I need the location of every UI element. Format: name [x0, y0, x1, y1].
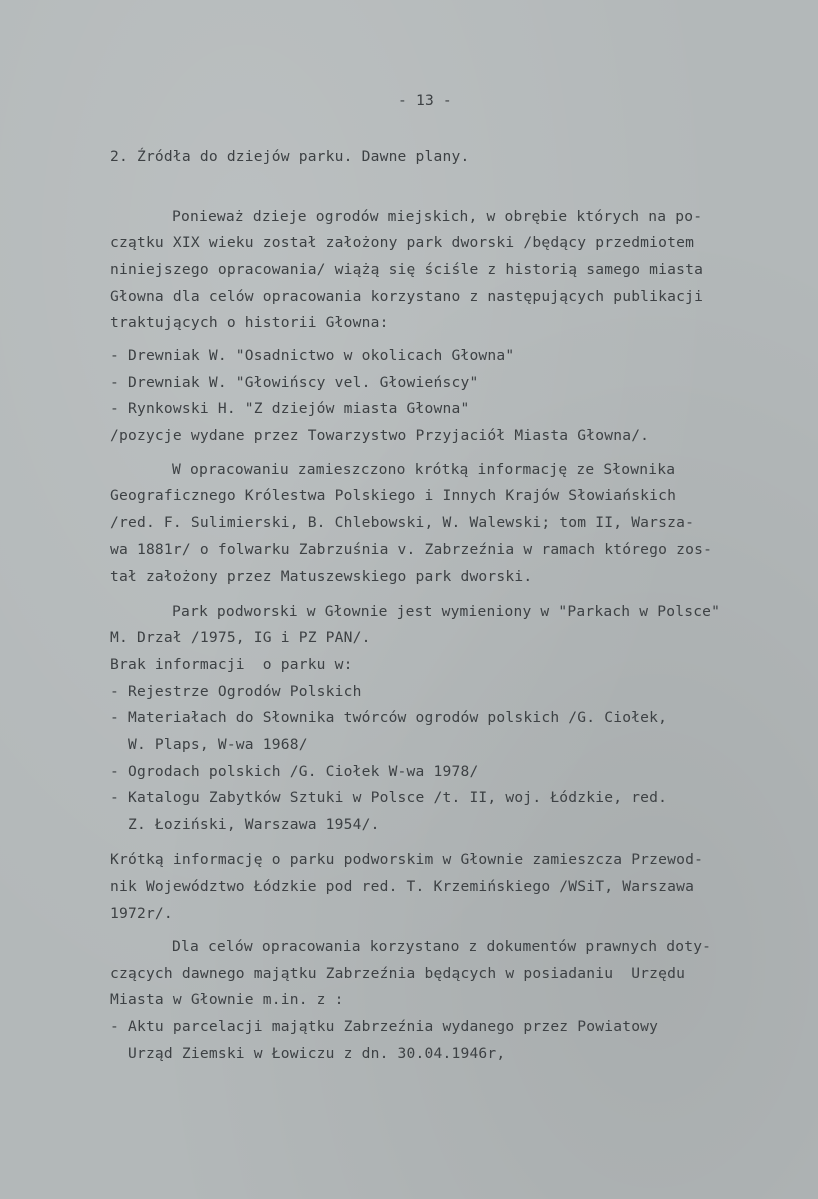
text-line: traktujących o historii Głowna:: [110, 314, 389, 331]
text-line: czątku XIX wieku został założony park dworski /będący przedmiotem: [110, 234, 695, 251]
text-line: - Rynkowski H. "Z dziejów miasta Głowna": [110, 400, 470, 417]
text-line: M. Drzał /1975, IG i PZ PAN/.: [110, 629, 371, 646]
text-line: Park podworski w Głownie jest wymieniony w "Parkach w Polsce": [172, 603, 721, 620]
text-line: czących dawnego majątku Zabrzeźnia będących w posiadaniu Urzędu: [110, 965, 686, 982]
text-line: Krótką informację o parku podworskim w Głownie zamieszcza Przewod-: [110, 851, 704, 868]
text-line: - Ogrodach polskich /G. Ciołek W-wa 1978/: [110, 763, 479, 780]
text-line: nik Województwo Łódzkie pod red. T. Krzemińskiego /WSiT, Warszawa: [110, 878, 695, 895]
text-line: Ponieważ dzieje ogrodów miejskich, w obrębie których na po-: [172, 208, 703, 225]
text-line: /red. F. Sulimierski, B. Chlebowski, W. Walewski; tom II, Warsza-: [110, 514, 695, 531]
text-line: niniejszego opracowania/ wiążą się ściśle z historią samego miasta: [110, 261, 704, 278]
text-line: Z. Łoziński, Warszawa 1954/.: [110, 816, 380, 833]
text-line: W. Plaps, W-wa 1968/: [110, 736, 308, 753]
text-line: wa 1881r/ o folwarku Zabrzuśnia v. Zabrzeźnia w ramach którego zos-: [110, 541, 713, 558]
text-line: - Rejestrze Ogrodów Polskich: [110, 683, 362, 700]
text-line: Głowna dla celów opracowania korzystano z następujących publikacji: [110, 288, 704, 305]
text-line: - Drewniak W. "Osadnictwo w okolicach Głowna": [110, 347, 515, 364]
text-line: Miasta w Głownie m.in. z :: [110, 991, 344, 1008]
text-line: W opracowaniu zamieszczono krótką informację ze Słownika: [172, 461, 676, 478]
section-heading: 2. Źródła do dziejów parku. Dawne plany.: [110, 148, 470, 165]
text-line: Dla celów opracowania korzystano z dokumentów prawnych doty-: [172, 938, 712, 955]
text-line: - Katalogu Zabytków Sztuki w Polsce /t. II, woj. Łódzkie, red.: [110, 789, 668, 806]
text-line: - Drewniak W. "Głowińscy vel. Głowieńscy": [110, 374, 479, 391]
text-line: tał założony przez Matuszewskiego park dworski.: [110, 568, 533, 585]
text-line: - Aktu parcelacji majątku Zabrzeźnia wydanego przez Powiatowy: [110, 1018, 659, 1035]
text-line: Geograficznego Królestwa Polskiego i Innych Krajów Słowiańskich: [110, 487, 677, 504]
text-line: 1972r/.: [110, 905, 173, 922]
text-line: Brak informacji o parku w:: [110, 656, 353, 673]
text-line: Urząd Ziemski w Łowiczu z dn. 30.04.1946r,: [110, 1045, 506, 1062]
text-line: - Materiałach do Słownika twórców ogrodów polskich /G. Ciołek,: [110, 709, 668, 726]
text-line: /pozycje wydane przez Towarzystwo Przyjaciół Miasta Głowna/.: [110, 427, 650, 444]
page-number: - 13 -: [398, 92, 452, 109]
